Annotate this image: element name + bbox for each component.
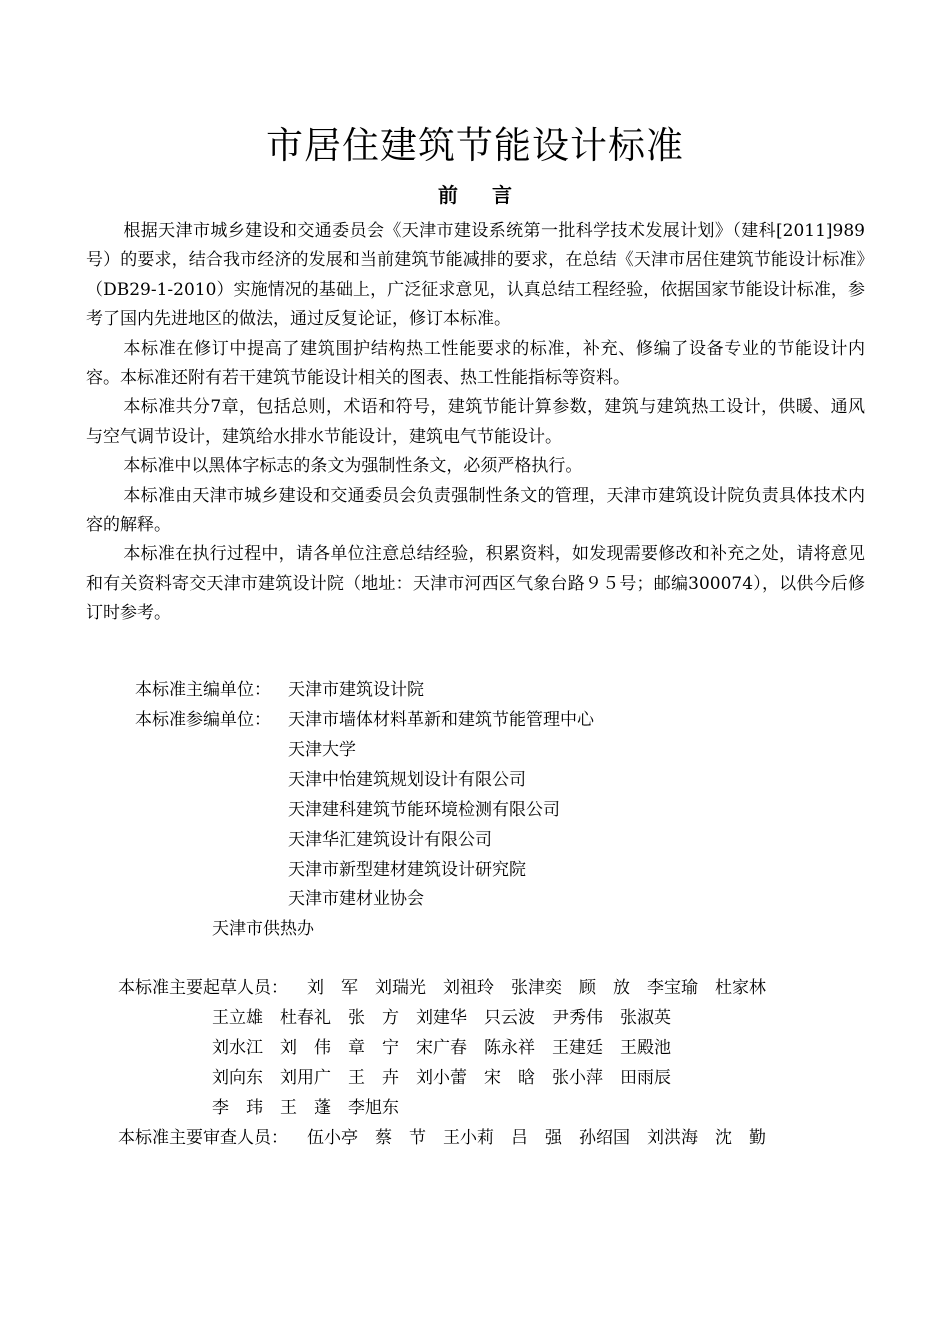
paragraph: 本标准在修订中提高了建筑围护结构热工性能要求的标准，补充、修编了设备专业的节能设计内容。本标准还附有若干建筑节能设计相关的图表、热工性能指标等资料。 <box>86 338 865 389</box>
drafters-label: 本标准主要起草人员： <box>118 978 288 998</box>
section-heading: 前言 <box>438 183 546 207</box>
participant-item: 天津市墙体材料革新和建筑节能管理中心 <box>288 710 594 730</box>
participant-label: 本标准参编单位： <box>135 710 271 730</box>
participant-item: 天津中怡建筑规划设计有限公司 <box>288 770 526 790</box>
paragraph: 本标准共分7章，包括总则，术语和符号，建筑节能计算参数，建筑与建筑热工设计，供暖、通风与空气调节设计，建筑给水排水节能设计，建筑电气节能设计。 <box>86 397 865 447</box>
drafters-line: 李 玮 王 蓬 李旭东 <box>212 1098 399 1118</box>
paragraph: 根据天津市城乡建设和交通委员会《天津市建设系统第一批科学技术发展计划》（建科[2011]989号）的要求，结合我市经济的发展和当前建筑节能减排的要求，在总结《天津市居住建筑节能设计标准》（DB29-1-2010）实施情况的基础上，广泛征求意见，认真总结工程经验，依据国家节能设计标准，参考了国内先进地区的做法，通过反复论证，修订本标准。 <box>86 221 865 330</box>
paragraph: 本标准在执行过程中，请各单位注意总结经验，积累资料，如发现需要修改和补充之处，请将意见和有关资料寄交天津市建筑设计院（地址：天津市河西区气象台路９５号；邮编300074），以供今后修订时参考。 <box>86 544 865 624</box>
document-title: 市居住建筑节能设计标准 <box>266 124 684 167</box>
drafters-line: 刘 军 刘瑞光 刘祖玲 张津奕 顾 放 李宝瑜 杜家林 <box>307 978 766 998</box>
reviewers-line: 伍小亭 蔡 节 王小莉 吕 强 孙绍国 刘洪海 沈 勤 <box>307 1128 766 1148</box>
paragraph: 本标准由天津市城乡建设和交通委员会负责强制性条文的管理，天津市建筑设计院负责具体技术内容的解释。 <box>86 485 865 536</box>
chief-editor-value: 天津市建筑设计院 <box>288 680 424 700</box>
participant-item: 天津大学 <box>288 740 356 760</box>
participant-item: 天津市供热办 <box>212 919 314 939</box>
reviewers-label: 本标准主要审查人员： <box>118 1128 288 1148</box>
participant-item: 天津华汇建筑设计有限公司 <box>288 830 492 850</box>
chief-editor-label: 本标准主编单位： <box>135 680 271 700</box>
participant-item: 天津建科建筑节能环境检测有限公司 <box>288 800 560 820</box>
paragraph: 本标准中以黑体字标志的条文为强制性条文，必须严格执行。 <box>123 456 583 477</box>
participant-item: 天津市建材业协会 <box>288 889 424 909</box>
drafters-line: 刘水江 刘 伟 章 宁 宋广春 陈永祥 王建廷 王殿池 <box>212 1038 671 1058</box>
participant-item: 天津市新型建材建筑设计研究院 <box>288 860 526 880</box>
preface-body <box>86 217 865 629</box>
drafters-line: 王立雄 杜春礼 张 方 刘建华 只云波 尹秀伟 张淑英 <box>212 1008 671 1028</box>
drafters-line: 刘向东 刘用广 王 卉 刘小蕾 宋 晗 张小萍 田雨辰 <box>212 1068 671 1088</box>
